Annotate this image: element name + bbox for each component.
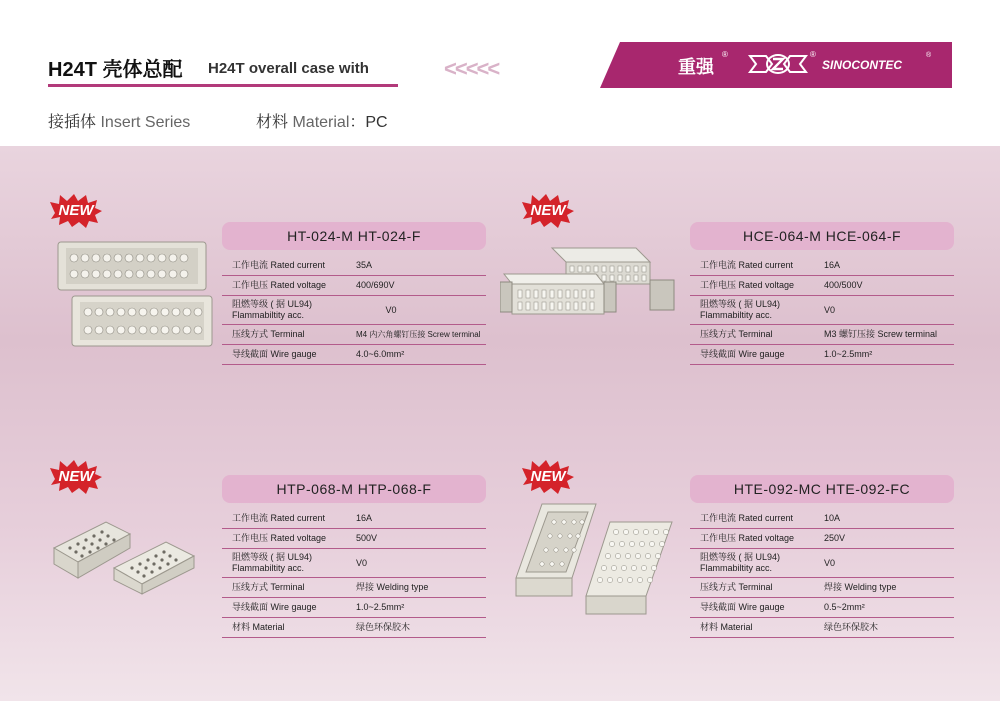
spec-value: 0.5~2mm²: [824, 602, 865, 612]
brand-name-en: SINOCONTEC: [822, 58, 903, 72]
spec-key: 工作电流 Rated current: [232, 260, 326, 270]
spec-key: 压线方式 Terminal: [232, 582, 305, 592]
spec-row-voltage: [690, 529, 954, 549]
spec-value: 16A: [356, 513, 373, 523]
spec-key-line: Flammabiltity acc.: [700, 563, 773, 573]
connector-image-ht024: [52, 238, 214, 356]
spec-value: 400/690V: [356, 280, 395, 290]
spec-row-terminal: [690, 578, 954, 598]
spec-key: [222, 552, 356, 574]
spec-value: V0: [385, 304, 397, 315]
spec-value: 10A: [824, 513, 841, 523]
spec-value: V0: [824, 557, 836, 568]
spec-row-voltage: [690, 276, 954, 296]
spec-row-flammability: [222, 549, 486, 578]
spec-row-current: [222, 509, 486, 529]
spec-row-current: [222, 256, 486, 276]
spec-key-line: 阻燃等级 ( 据 UL94): [232, 552, 313, 562]
product-model-title: HCE-064-M HCE-064-F: [690, 222, 954, 250]
spec-value: V0: [824, 304, 836, 315]
spec-value: 焊接 Welding type: [824, 582, 897, 592]
brand-logo-icon: [748, 50, 808, 78]
spec-row-current: [690, 256, 954, 276]
new-badge: [50, 194, 102, 228]
page-title: H24T 壳体总配: [48, 59, 183, 81]
spec-key: 材料 Material: [232, 622, 285, 632]
connector-image-hce064: [500, 244, 686, 330]
spec-value: 35A: [356, 260, 373, 270]
spec-value: 1.0~2.5mm²: [824, 349, 873, 359]
insert-label-en: Insert Series: [100, 114, 191, 131]
spec-key: 导线截面 Wire gauge: [232, 602, 317, 612]
spec-key-line: 阻燃等级 ( 据 UL94): [700, 299, 781, 309]
material-label-cn: 材料: [256, 114, 289, 131]
spec-row-current: [690, 509, 954, 529]
spec-key: 压线方式 Terminal: [232, 329, 305, 339]
spec-value: 16A: [824, 260, 841, 270]
spec-value: M4 内六角螺钉压接 Screw terminal: [356, 330, 481, 339]
spec-row-flammability: [690, 296, 954, 325]
chevron-left-icon: <<<<<: [444, 56, 499, 81]
title-underline: [48, 84, 398, 87]
brand-name-cn: 重强: [678, 57, 714, 78]
spec-row-wire-gauge: [690, 598, 954, 618]
spec-key: 工作电压 Rated voltage: [700, 533, 795, 543]
new-badge: [522, 460, 574, 494]
spec-row-voltage: [222, 529, 486, 549]
registered-mark: ®: [722, 50, 728, 59]
registered-mark: ®: [926, 52, 932, 59]
spec-row-wire-gauge: [690, 345, 954, 365]
spec-row-flammability: [690, 549, 954, 578]
spec-key: [222, 299, 356, 321]
spec-key: 压线方式 Terminal: [700, 582, 773, 592]
connector-image-htp068: [44, 516, 216, 596]
spec-row-voltage: [222, 276, 486, 296]
page-subtitle: H24T overall case with: [208, 60, 369, 77]
new-label: NEW: [58, 202, 94, 219]
product-card-ht024: [222, 222, 486, 365]
spec-key: 材料 Material: [700, 622, 753, 632]
spec-value: 1.0~2.5mm²: [356, 602, 405, 612]
spec-row-flammability: [222, 296, 486, 325]
spec-row-terminal: [690, 325, 954, 345]
spec-key: 工作电流 Rated current: [232, 513, 326, 523]
product-card-hce064: [690, 222, 954, 365]
registered-mark: ®: [810, 50, 816, 59]
spec-key: 导线截面 Wire gauge: [232, 349, 317, 359]
spec-key: 工作电流 Rated current: [700, 513, 794, 523]
material-value: ：PC: [349, 114, 388, 131]
spec-key-line: Flammabiltity acc.: [232, 563, 305, 573]
connector-image-hte092: [512, 500, 682, 618]
spec-key: 工作电压 Rated voltage: [700, 280, 795, 290]
page-header: [0, 38, 1000, 88]
spec-value: 500V: [356, 533, 378, 543]
spec-row-terminal: [222, 578, 486, 598]
spec-key: 工作电流 Rated current: [700, 260, 794, 270]
material-label: [256, 109, 388, 132]
spec-row-material: [690, 618, 954, 638]
insert-label-cn: 接插体: [48, 114, 97, 131]
spec-value: 250V: [824, 533, 846, 543]
spec-key-line: Flammabiltity acc.: [700, 310, 773, 320]
spec-key: 导线截面 Wire gauge: [700, 602, 785, 612]
spec-key-line: Flammabiltity acc.: [232, 310, 305, 320]
spec-value: V0: [356, 557, 368, 568]
spec-row-wire-gauge: [222, 345, 486, 365]
spec-row-material: [222, 618, 486, 638]
insert-series-label: [48, 109, 190, 132]
spec-table: [690, 256, 954, 365]
spec-key: 压线方式 Terminal: [700, 329, 773, 339]
product-card-htp068: [222, 475, 486, 638]
new-label: NEW: [58, 468, 94, 485]
spec-value: M3 螺钉压接 Screw terminal: [824, 329, 938, 339]
spec-row-terminal: [222, 325, 486, 345]
product-model-title: HTE-092-MC HTE-092-FC: [690, 475, 954, 503]
material-label-en: Material: [292, 114, 350, 131]
spec-value: 绿色环保胶木: [356, 622, 411, 632]
product-model-title: HT-024-M HT-024-F: [222, 222, 486, 250]
spec-key-line: 阻燃等级 ( 据 UL94): [700, 552, 781, 562]
spec-value: 绿色环保胶木: [824, 622, 879, 632]
spec-value: 4.0~6.0mm²: [356, 349, 405, 359]
spec-value: 400/500V: [824, 280, 863, 290]
spec-table: [690, 509, 954, 638]
new-badge: [50, 460, 102, 494]
spec-row-wire-gauge: [222, 598, 486, 618]
spec-key: 导线截面 Wire gauge: [700, 349, 785, 359]
spec-key-line: 阻燃等级 ( 据 UL94): [232, 299, 313, 309]
product-model-title: HTP-068-M HTP-068-F: [222, 475, 486, 503]
new-label: NEW: [530, 202, 566, 219]
spec-value: 焊接 Welding type: [356, 582, 429, 592]
spec-key: 工作电压 Rated voltage: [232, 280, 327, 290]
spec-table: [222, 256, 486, 365]
new-badge: [522, 194, 574, 228]
spec-key: [690, 552, 824, 574]
product-card-hte092: [690, 475, 954, 638]
spec-key: 工作电压 Rated voltage: [232, 533, 327, 543]
new-label: NEW: [530, 468, 566, 485]
spec-table: [222, 509, 486, 638]
spec-key: [690, 299, 824, 321]
